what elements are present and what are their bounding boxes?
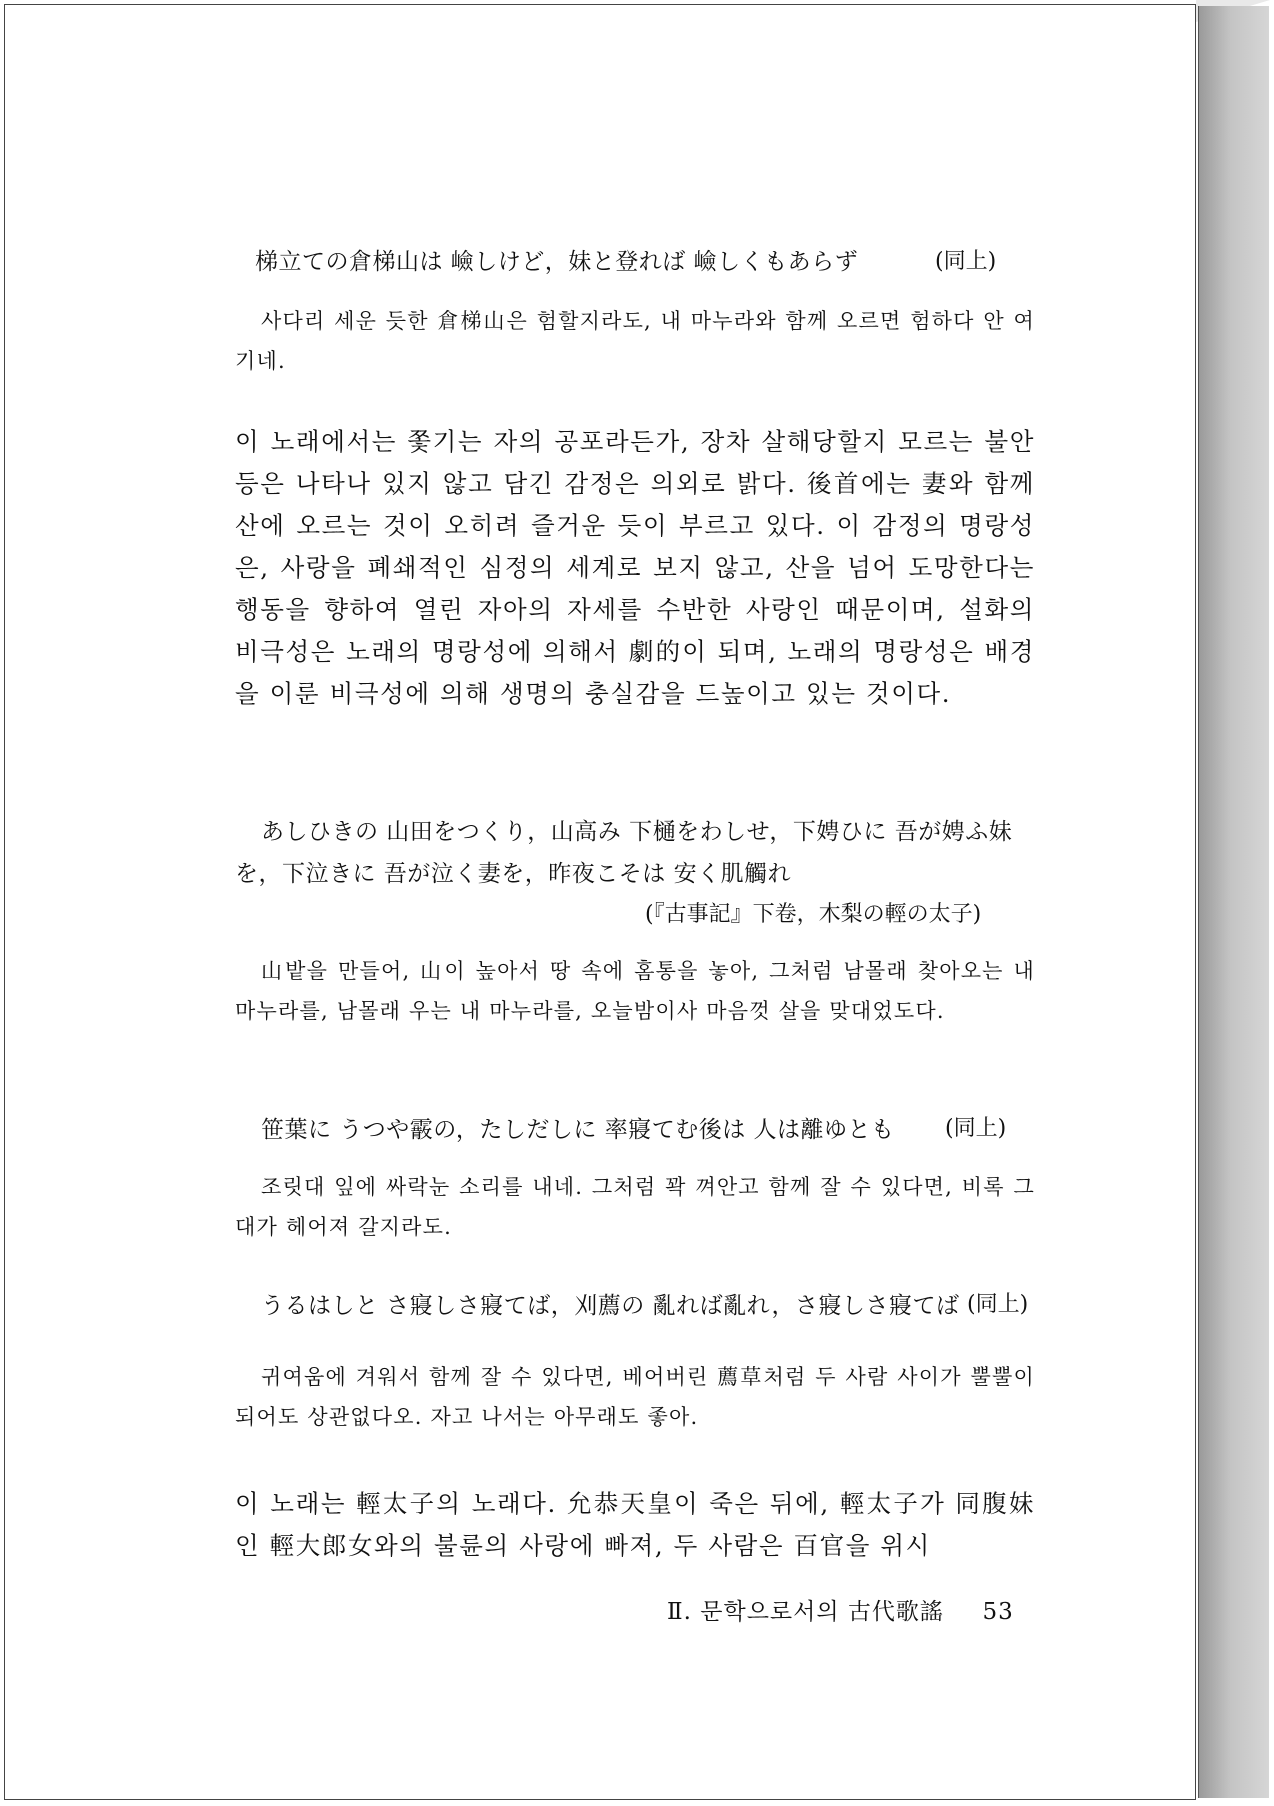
verse-3-text: 笹葉に うつや霰の，たしだしに 率寢てむ後は 人は離ゆとも bbox=[261, 1117, 895, 1143]
verse-2-line-1: あしひきの 山田をつくり，山高み 下樋をわしせ，下娉ひに 吾が娉ふ妹 bbox=[261, 819, 1013, 845]
translation-3: 조릿대 잎에 싸락눈 소리를 내네. 그처럼 꽉 껴안고 함께 잘 수 있다면, 비록 그대가 헤어져 갈지라도. bbox=[235, 1175, 1035, 1239]
book-page bbox=[4, 4, 1196, 1800]
translation-1: 사다리 세운 듯한 倉梯山은 험할지라도, 내 마누라와 함께 오르면 험하다 안 여기네. bbox=[235, 309, 1035, 373]
verse-2-line-2: を，下泣きに 吾が泣く妻を，昨夜こそは 安く肌觸れ bbox=[235, 861, 792, 887]
book-side-edge bbox=[1198, 6, 1269, 1798]
translation-4: 귀여움에 겨워서 함께 잘 수 있다면, 베어버린 薦草처럼 두 사람 사이가 뿔뿔이 되어도 상관없다오. 자고 나서는 아무래도 좋아. bbox=[235, 1365, 1035, 1429]
verse-1-text: 梯立ての倉梯山は 嶮しけど，妹と登れば 嶮しくもあらず bbox=[255, 249, 859, 275]
verse-3-source: (同上) bbox=[945, 1116, 1007, 1141]
body-paragraph-2: 이 노래는 輕太子의 노래다. 允恭天皇이 죽은 뒤에, 輕太子가 同腹妹인 輕大郎女와의 불륜의 사랑에 빠져, 두 사람은 百官을 위시 bbox=[235, 1489, 1035, 1560]
running-footer bbox=[667, 1593, 1014, 1626]
verse-2-source: (『古事記』下卷，木梨の輕の太子) bbox=[645, 902, 982, 927]
verse-1 bbox=[255, 243, 858, 276]
page-number: 53 bbox=[982, 1599, 1014, 1625]
footer-section-title: Ⅱ. 문학으로서의 古代歌謠 bbox=[667, 1599, 944, 1625]
verse-4-source: (同上) bbox=[967, 1292, 1029, 1317]
verse-4-text: うるはしと さ寢しさ寢てば，刈薦の 亂れば亂れ，さ寢しさ寢てば bbox=[261, 1293, 960, 1319]
verse-4 bbox=[261, 1287, 960, 1320]
body-paragraph-1: 이 노래에서는 쫓기는 자의 공포라든가, 장차 살해당할지 모르는 불안 등은 나타나 있지 않고 담긴 감정은 의외로 밝다. 後首에는 妻와 함께 산에 오르는 것이 오히려 즐거운 듯이 부르고 있다. 이 감정의 명랑성은, 사랑을 폐쇄적인 심정의 세계로 보지 않고, 산을 넘어 도망한다는 행동을 향하여 열린 자아의 자세를 수반한 사랑인 때문이며, 설화의 비극성은 노래의 명랑성에 의해서 劇的이 되며, 노래의 명랑성은 배경을 이룬 비극성에 의해 생명의 충실감을 드높이고 있는 것이다. bbox=[235, 427, 1035, 708]
verse-1-source: (同上) bbox=[935, 249, 997, 274]
verse-3 bbox=[261, 1111, 895, 1144]
translation-2: 山밭을 만들어, 山이 높아서 땅 속에 홈통을 놓아, 그처럼 남몰래 찾아오는 내 마누라를, 남몰래 우는 내 마누라를, 오늘밤이사 마음껏 살을 맞대었도다. bbox=[235, 959, 1035, 1023]
